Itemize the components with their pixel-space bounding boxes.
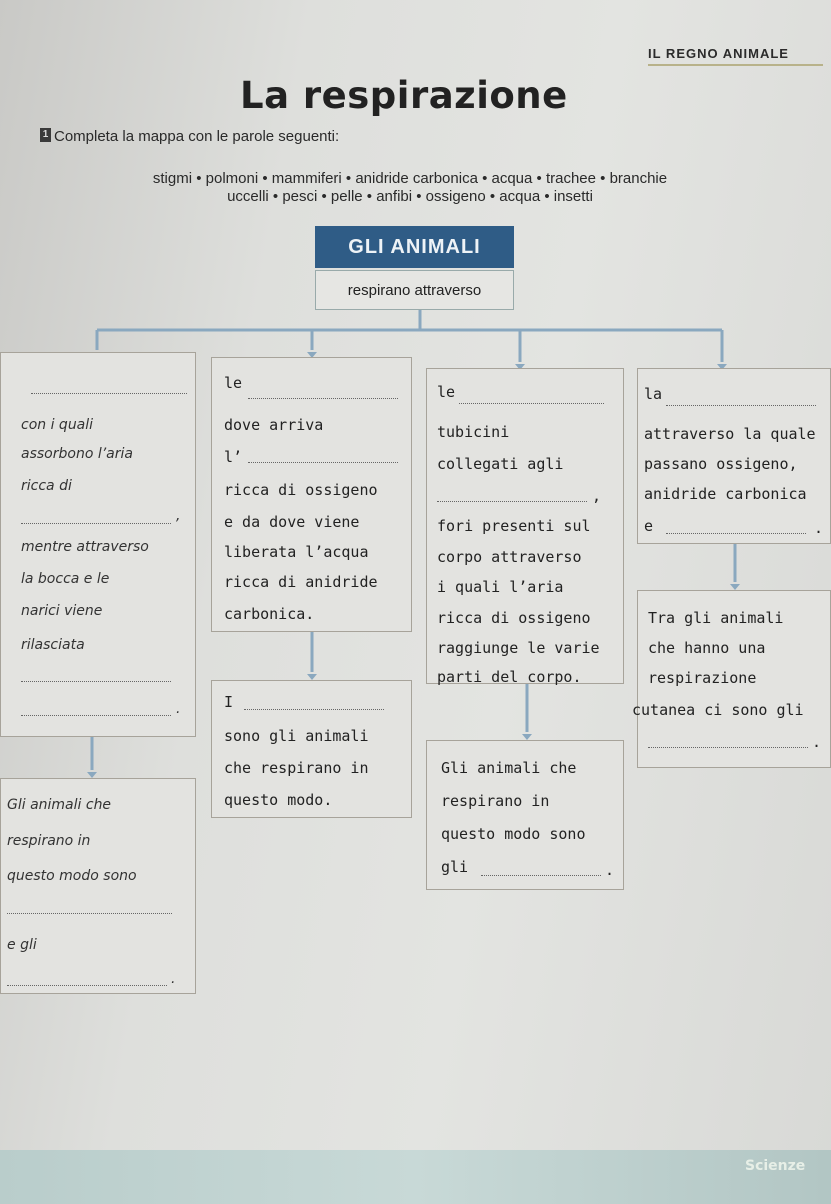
box-text-line: ricca di — [21, 478, 72, 494]
box-text-line: questo modo sono — [441, 825, 586, 843]
page-title: La respirazione — [240, 74, 568, 117]
box-text-line: le — [437, 383, 456, 401]
box-text-line: sono gli animali — [224, 727, 369, 745]
box-text-line: . — [812, 733, 822, 751]
box-text-line: corpo attraverso — [437, 548, 582, 566]
box-text-line: respirazione — [648, 669, 757, 687]
answer-blank[interactable] — [459, 403, 604, 404]
map-root-subtitle: respirano attraverso — [315, 270, 514, 310]
answer-blank[interactable] — [648, 747, 808, 748]
box-text-line: passano ossigeno, — [644, 455, 798, 473]
box-text-line: respirano in — [441, 792, 550, 810]
box-text-line: la bocca e le — [21, 571, 110, 587]
box-trachee-animals — [426, 740, 624, 890]
box-text-line: liberata l’acqua — [224, 543, 369, 561]
box-text-line: la — [644, 385, 663, 403]
box-text-line: Gli animali che — [441, 759, 577, 777]
box-polmoni — [0, 352, 196, 737]
box-text-line: con i quali — [21, 417, 94, 433]
word-bank-line-1: stigmi • polmoni • mammiferi • anidride carbonica • acqua • trachee • branchie — [152, 170, 668, 187]
box-text-line: i quali l’aria — [437, 578, 564, 596]
box-text-line: attraverso la quale — [644, 425, 816, 443]
answer-blank[interactable] — [248, 462, 398, 463]
box-text-line: . — [814, 519, 824, 537]
box-text-line: narici viene — [21, 603, 103, 619]
answer-blank[interactable] — [7, 985, 167, 986]
box-text-line: ricca di anidride — [224, 573, 378, 591]
box-branchie — [211, 357, 412, 632]
box-trachee — [426, 368, 624, 684]
box-text-line: l’ — [224, 448, 243, 466]
box-text-line: e — [644, 517, 654, 535]
box-text-line: , — [592, 487, 602, 505]
answer-blank[interactable] — [21, 715, 171, 716]
exercise-instruction: Completa la mappa con le parole seguenti: — [54, 128, 340, 145]
box-text-line: questo modo sono — [7, 868, 137, 884]
box-text-line: anidride carbonica — [644, 485, 807, 503]
answer-blank[interactable] — [248, 398, 398, 399]
answer-blank[interactable] — [666, 405, 816, 406]
answer-blank[interactable] — [31, 393, 187, 394]
box-text-line: mentre attraverso — [21, 539, 149, 555]
box-text-line: I — [224, 693, 234, 711]
box-text-line: Tra gli animali — [648, 609, 784, 627]
box-polmoni-animals — [0, 778, 196, 994]
exercise-number: 1 — [40, 128, 51, 142]
box-text-line: dove arriva — [224, 416, 324, 434]
word-bank-line-2: uccelli • pesci • pelle • anfibi • ossigeno • acqua • insetti — [227, 188, 593, 205]
box-text-line: parti del corpo. — [437, 668, 582, 686]
box-text-line: Gli animali che — [7, 797, 112, 813]
box-text-line: raggiunge le varie — [437, 639, 600, 657]
box-branchie-animals — [211, 680, 412, 818]
box-text-line: collegati agli — [437, 455, 564, 473]
box-text-line: questo modo. — [224, 791, 333, 809]
box-text-line: rilasciata — [21, 637, 85, 653]
box-text-line: le — [224, 374, 243, 392]
answer-blank[interactable] — [666, 533, 806, 534]
map-root-title: GLI ANIMALI — [315, 226, 514, 268]
answer-blank[interactable] — [437, 501, 587, 502]
box-text-line: che hanno una — [648, 639, 766, 657]
box-text-line: e da dove viene — [224, 513, 360, 531]
box-text-line: tubicini — [437, 423, 510, 441]
box-pelle — [637, 368, 831, 544]
box-text-line: , — [176, 508, 181, 524]
box-text-line: . — [171, 971, 176, 987]
box-text-line: assorbono l’aria — [21, 446, 133, 462]
box-text-line: fori presenti sul — [437, 517, 591, 535]
answer-blank[interactable] — [21, 523, 171, 524]
box-text-line: . — [176, 701, 181, 717]
box-text-line: gli — [441, 858, 469, 876]
box-pelle-animals — [632, 590, 831, 768]
box-text-line: cutanea ci sono gli — [632, 701, 804, 719]
box-text-line: e gli — [7, 937, 37, 953]
box-text-line: carbonica. — [224, 605, 315, 623]
footer-subject-label: Scienze — [745, 1158, 806, 1174]
box-text-line: . — [605, 861, 615, 879]
answer-blank[interactable] — [244, 709, 384, 710]
box-text-line: ricca di ossigeno — [437, 609, 591, 627]
section-label: IL REGNO ANIMALE — [648, 46, 789, 61]
box-text-line: ricca di ossigeno — [224, 481, 378, 499]
answer-blank[interactable] — [7, 913, 172, 914]
box-text-line: respirano in — [7, 833, 91, 849]
answer-blank[interactable] — [21, 681, 171, 682]
answer-blank[interactable] — [481, 875, 601, 876]
box-text-line: che respirano in — [224, 759, 369, 777]
